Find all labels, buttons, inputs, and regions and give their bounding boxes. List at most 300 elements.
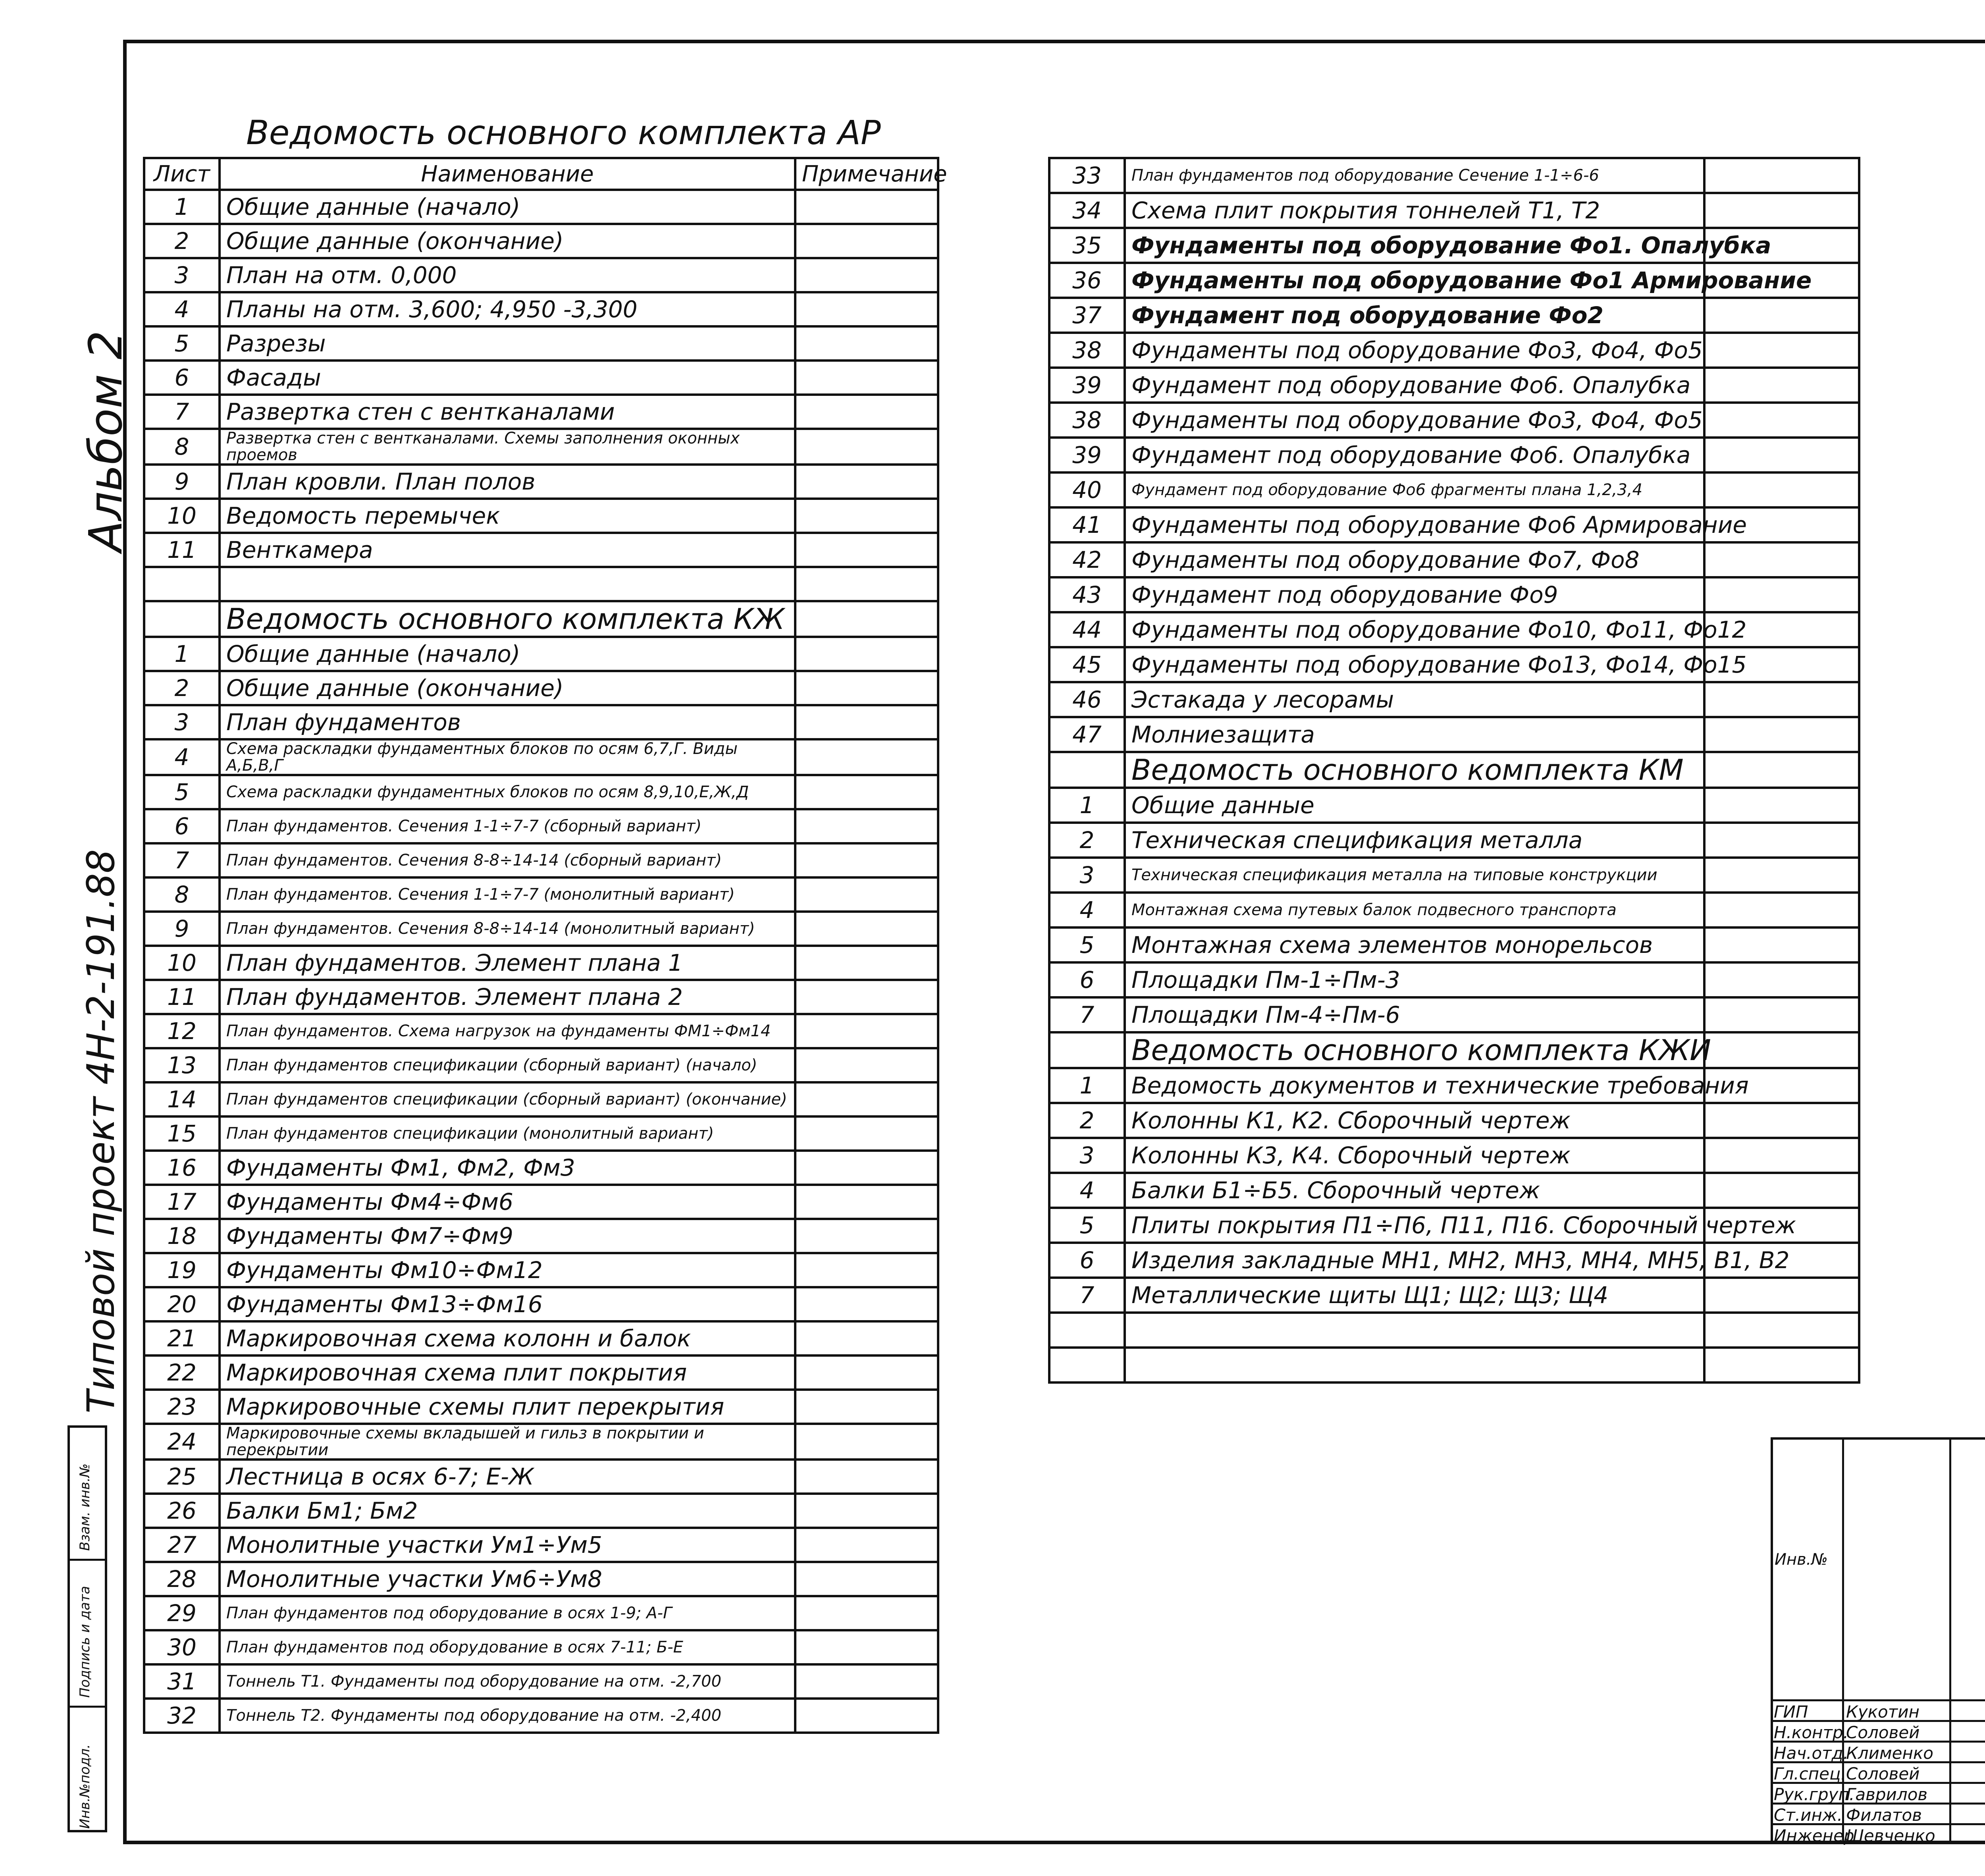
row-sheet-number: 12 bbox=[144, 1014, 220, 1048]
row-note bbox=[795, 809, 938, 843]
row-note bbox=[795, 499, 938, 533]
row-sheet-number: 44 bbox=[1049, 612, 1125, 647]
table-row bbox=[1049, 368, 1859, 403]
row-title: Маркировочная схема плит покрытия bbox=[220, 1355, 795, 1390]
table-row bbox=[144, 567, 938, 601]
table-row bbox=[1049, 788, 1859, 823]
table-row bbox=[1049, 403, 1859, 438]
title-block bbox=[1771, 1437, 1985, 1844]
row-sheet-number: 35 bbox=[1049, 228, 1125, 263]
table-row bbox=[144, 980, 938, 1014]
row-title: Маркировочная схема колонн и балок bbox=[220, 1321, 795, 1355]
table-row bbox=[1049, 193, 1859, 228]
table-row bbox=[144, 637, 938, 671]
col-header-name: Наименование bbox=[220, 158, 795, 190]
row-sheet-number: 41 bbox=[1049, 507, 1125, 542]
row-sheet-number: 2 bbox=[1049, 1103, 1125, 1138]
row-sheet-number: 7 bbox=[144, 843, 220, 877]
row-note bbox=[795, 292, 938, 326]
row-title: План фундаментов. Сечения 8-8÷14-14 (монолитный вариант) bbox=[220, 912, 795, 946]
row-title: Фундаменты под оборудование Фо3, Фо4, Фо5 bbox=[1125, 333, 1704, 368]
staff-row bbox=[1771, 1699, 1985, 1722]
row-note bbox=[795, 395, 938, 429]
row-note bbox=[795, 190, 938, 224]
row-title: Разрезы bbox=[220, 326, 795, 361]
table-row bbox=[1049, 962, 1859, 997]
row-note bbox=[795, 1494, 938, 1528]
strip-divider bbox=[70, 1706, 105, 1708]
row-title: Фундаменты Фм4÷Фм6 bbox=[220, 1185, 795, 1219]
staff-name: Соловей bbox=[1846, 1764, 1920, 1783]
row-sheet-number: 1 bbox=[144, 637, 220, 671]
row-title: Монолитные участки Ум6÷Ум8 bbox=[220, 1562, 795, 1596]
row-title: Монолитные участки Ум1÷Ум5 bbox=[220, 1528, 795, 1562]
row-title: План фундаментов bbox=[220, 705, 795, 739]
left-table-body bbox=[144, 190, 938, 1733]
row-note bbox=[1704, 717, 1859, 752]
row-title: Маркировочные схемы плит перекрытия bbox=[220, 1390, 795, 1424]
row-note bbox=[1704, 1348, 1859, 1382]
row-sheet-number: 20 bbox=[144, 1287, 220, 1321]
row-sheet-number: 39 bbox=[1049, 438, 1125, 472]
table-row bbox=[144, 1390, 938, 1424]
row-sheet-number: 42 bbox=[1049, 542, 1125, 577]
row-note bbox=[795, 1355, 938, 1390]
row-title: Общие данные (окончание) bbox=[220, 224, 795, 258]
row-note bbox=[795, 1287, 938, 1321]
row-sheet-number: 10 bbox=[144, 499, 220, 533]
row-title bbox=[220, 567, 795, 601]
table-row bbox=[1049, 612, 1859, 647]
row-title: Развертка стен с вентканалами bbox=[220, 395, 795, 429]
table-row bbox=[1049, 577, 1859, 612]
row-title: Фундамент под оборудование Фо6. Опалубка bbox=[1125, 438, 1704, 472]
row-sheet-number: 5 bbox=[1049, 1208, 1125, 1243]
row-sheet-number bbox=[1049, 1032, 1125, 1068]
row-note bbox=[795, 739, 938, 775]
staff-role: Гл.спец. bbox=[1774, 1764, 1846, 1783]
row-note bbox=[795, 877, 938, 912]
row-sheet-number: 30 bbox=[144, 1630, 220, 1664]
row-note bbox=[795, 326, 938, 361]
row-title: План фундаментов спецификации (монолитный вариант) bbox=[220, 1116, 795, 1151]
row-title: Фундамент под оборудование Фо9 bbox=[1125, 577, 1704, 612]
row-title: Тоннель Т2. Фундаменты под оборудование на отм. -2,400 bbox=[220, 1699, 795, 1733]
row-sheet-number: 6 bbox=[1049, 962, 1125, 997]
row-sheet-number: 37 bbox=[1049, 298, 1125, 333]
row-note bbox=[795, 361, 938, 395]
row-note bbox=[795, 1082, 938, 1116]
table-row bbox=[144, 224, 938, 258]
col-header-sheet: Лист bbox=[144, 158, 220, 190]
row-title: План фундаментов. Сечения 8-8÷14-14 (сборный вариант) bbox=[220, 843, 795, 877]
row-note bbox=[795, 637, 938, 671]
section-heading: Ведомость основного комплекта КЖИ bbox=[1125, 1032, 1704, 1068]
row-sheet-number: 4 bbox=[144, 292, 220, 326]
row-note bbox=[795, 843, 938, 877]
table-row bbox=[1049, 997, 1859, 1032]
table-row bbox=[144, 843, 938, 877]
row-title: Схема плит покрытия тоннелей Т1, Т2 bbox=[1125, 193, 1704, 228]
row-sheet-number: 4 bbox=[144, 739, 220, 775]
right-register-table bbox=[1048, 157, 1860, 1384]
row-note bbox=[795, 465, 938, 499]
row-note bbox=[795, 1664, 938, 1699]
table-row bbox=[144, 1562, 938, 1596]
row-note bbox=[1704, 682, 1859, 717]
row-title: План фундаментов. Сечения 1-1÷7-7 (монолитный вариант) bbox=[220, 877, 795, 912]
row-note bbox=[795, 429, 938, 465]
staff-name: Филатов bbox=[1846, 1805, 1922, 1825]
row-note bbox=[1704, 333, 1859, 368]
row-title: Венткамера bbox=[220, 533, 795, 567]
row-title: Фундаменты под оборудование Фо10, Фо11, Фо12 bbox=[1125, 612, 1704, 647]
strip-replace-inv: Взам. инв.№ bbox=[77, 1463, 93, 1551]
staff-row bbox=[1771, 1823, 1985, 1846]
row-title: План фундаментов под оборудование Сечение 1-1÷6-6 bbox=[1125, 158, 1704, 193]
row-sheet-number bbox=[1049, 1313, 1125, 1348]
row-title: Техническая спецификация металла bbox=[1125, 823, 1704, 858]
section-heading: Ведомость основного комплекта КЖ bbox=[220, 601, 795, 637]
table-row bbox=[144, 326, 938, 361]
table-row bbox=[1049, 1278, 1859, 1313]
row-note bbox=[795, 258, 938, 292]
table-row bbox=[144, 1151, 938, 1185]
row-sheet-number: 9 bbox=[144, 912, 220, 946]
table-row bbox=[1049, 752, 1859, 788]
left-table-title: Ведомость основного комплекта АР bbox=[246, 113, 881, 152]
row-title: План фундаментов. Схема нагрузок на фундаменты ФМ1÷Фм14 bbox=[220, 1014, 795, 1048]
row-title: Молниезащита bbox=[1125, 717, 1704, 752]
row-title: Маркировочные схемы вкладышей и гильз в покрытии и перекрытии bbox=[220, 1424, 795, 1460]
row-note bbox=[1704, 893, 1859, 927]
row-title: План фундаментов под оборудование в осях 7-11; Б-Е bbox=[220, 1630, 795, 1664]
row-sheet-number: 2 bbox=[144, 224, 220, 258]
table-row bbox=[144, 1185, 938, 1219]
row-note bbox=[795, 601, 938, 637]
table-row bbox=[144, 429, 938, 465]
row-note bbox=[1704, 997, 1859, 1032]
row-note bbox=[1704, 858, 1859, 893]
table-row bbox=[144, 912, 938, 946]
row-sheet-number: 6 bbox=[1049, 1243, 1125, 1278]
row-note bbox=[795, 1460, 938, 1494]
table-row bbox=[1049, 472, 1859, 507]
row-sheet-number bbox=[144, 567, 220, 601]
row-title: Монтажная схема путевых балок подвесного транспорта bbox=[1125, 893, 1704, 927]
left-register-table bbox=[143, 157, 947, 1734]
table-row bbox=[144, 601, 938, 637]
row-title: План фундаментов. Сечения 1-1÷7-7 (сборный вариант) bbox=[220, 809, 795, 843]
table-row bbox=[144, 1664, 938, 1699]
row-note bbox=[795, 1630, 938, 1664]
row-note bbox=[1704, 438, 1859, 472]
row-sheet-number: 14 bbox=[144, 1082, 220, 1116]
row-title: Общие данные bbox=[1125, 788, 1704, 823]
inv-no-label: Инв.№ bbox=[1775, 1550, 1828, 1569]
staff-row bbox=[1771, 1782, 1985, 1805]
table-row bbox=[144, 395, 938, 429]
row-sheet-number: 6 bbox=[144, 361, 220, 395]
row-note bbox=[795, 1185, 938, 1219]
row-note bbox=[1704, 823, 1859, 858]
row-title: Фундамент под оборудование Фо6 фрагменты плана 1,2,3,4 bbox=[1125, 472, 1704, 507]
row-title: План фундаментов. Элемент плана 2 bbox=[220, 980, 795, 1014]
row-note bbox=[1704, 542, 1859, 577]
row-sheet-number: 46 bbox=[1049, 682, 1125, 717]
row-sheet-number bbox=[144, 601, 220, 637]
table-row bbox=[1049, 507, 1859, 542]
row-note bbox=[1704, 1103, 1859, 1138]
row-sheet-number: 26 bbox=[144, 1494, 220, 1528]
row-sheet-number: 3 bbox=[1049, 1138, 1125, 1173]
staff-role: Ст.инж. bbox=[1774, 1805, 1843, 1825]
table-row bbox=[1049, 1103, 1859, 1138]
table-row bbox=[144, 1219, 938, 1253]
row-note bbox=[795, 1424, 938, 1460]
strip-signature: Подпись и дата bbox=[77, 1586, 93, 1698]
row-title: План фундаментов под оборудование в осях 1-9; А-Г bbox=[220, 1596, 795, 1630]
table-row bbox=[144, 258, 938, 292]
row-sheet-number: 8 bbox=[144, 877, 220, 912]
table-row bbox=[144, 1424, 938, 1460]
strip-divider bbox=[70, 1559, 105, 1561]
row-note bbox=[1704, 1138, 1859, 1173]
row-sheet-number: 7 bbox=[1049, 1278, 1125, 1313]
strip-inv-orig: Инв.№подл. bbox=[77, 1744, 93, 1829]
row-title: План фундаментов. Элемент плана 1 bbox=[220, 946, 795, 980]
row-note bbox=[1704, 472, 1859, 507]
table-row bbox=[144, 1287, 938, 1321]
album-label: Альбом 2 bbox=[79, 330, 133, 552]
staff-row bbox=[1771, 1761, 1985, 1784]
row-title: План фундаментов спецификации (сборный вариант) (начало) bbox=[220, 1048, 795, 1082]
row-sheet-number: 3 bbox=[1049, 858, 1125, 893]
staff-row bbox=[1771, 1803, 1985, 1825]
row-note bbox=[795, 1253, 938, 1287]
table-row bbox=[1049, 1173, 1859, 1208]
row-sheet-number: 1 bbox=[144, 190, 220, 224]
table-row bbox=[144, 739, 938, 775]
row-title: Фундаменты под оборудование Фо7, Фо8 bbox=[1125, 542, 1704, 577]
row-note bbox=[795, 1014, 938, 1048]
row-title: Фасады bbox=[220, 361, 795, 395]
staff-name: Кукотин bbox=[1846, 1702, 1919, 1722]
row-title: Фундамент под оборудование Фо6. Опалубка bbox=[1125, 368, 1704, 403]
row-sheet-number: 40 bbox=[1049, 472, 1125, 507]
staff-row bbox=[1771, 1720, 1985, 1743]
staff-name: Клименко bbox=[1846, 1743, 1934, 1763]
row-sheet-number: 6 bbox=[144, 809, 220, 843]
row-title: Ведомость перемычек bbox=[220, 499, 795, 533]
row-sheet-number: 3 bbox=[144, 258, 220, 292]
row-note bbox=[795, 980, 938, 1014]
table-row bbox=[144, 1116, 938, 1151]
row-title: Колонны К1, К2. Сборочный чертеж bbox=[1125, 1103, 1704, 1138]
row-note bbox=[1704, 158, 1859, 193]
row-title: План на отм. 0,000 bbox=[220, 258, 795, 292]
row-sheet-number: 16 bbox=[144, 1151, 220, 1185]
staff-name: Соловей bbox=[1846, 1723, 1920, 1742]
row-sheet-number: 8 bbox=[144, 429, 220, 465]
row-sheet-number: 18 bbox=[144, 1219, 220, 1253]
table-row bbox=[144, 1596, 938, 1630]
project-label: Типовой проект 4Н-2-191.88 bbox=[79, 849, 123, 1413]
row-title: Фундаменты под оборудование Фо3, Фо4, Фо5 bbox=[1125, 403, 1704, 438]
row-note bbox=[795, 946, 938, 980]
row-note bbox=[795, 705, 938, 739]
row-sheet-number: 39 bbox=[1049, 368, 1125, 403]
row-sheet-number: 36 bbox=[1049, 263, 1125, 298]
row-note bbox=[1704, 577, 1859, 612]
row-note bbox=[795, 1048, 938, 1082]
row-note bbox=[1704, 962, 1859, 997]
table-row bbox=[144, 705, 938, 739]
row-sheet-number: 9 bbox=[144, 465, 220, 499]
row-title: Схема раскладки фундаментных блоков по осям 6,7,Г. Виды А,Б,В,Г bbox=[220, 739, 795, 775]
table-row bbox=[144, 1355, 938, 1390]
row-sheet-number: 22 bbox=[144, 1355, 220, 1390]
row-title bbox=[1125, 1313, 1704, 1348]
row-title: Металлические щиты Щ1; Щ2; Щ3; Щ4 bbox=[1125, 1278, 1704, 1313]
row-title: Балки Б1÷Б5. Сборочный чертеж bbox=[1125, 1173, 1704, 1208]
row-sheet-number: 11 bbox=[144, 980, 220, 1014]
row-title: Фундаменты под оборудование Фо1. Опалубка bbox=[1125, 228, 1704, 263]
table-row bbox=[144, 1082, 938, 1116]
row-sheet-number: 28 bbox=[144, 1562, 220, 1596]
table-row bbox=[1049, 438, 1859, 472]
table-row bbox=[144, 1253, 938, 1287]
col-header-note: Примечание bbox=[795, 158, 938, 190]
table-row bbox=[144, 533, 938, 567]
row-sheet-number: 25 bbox=[144, 1460, 220, 1494]
row-title: Фундаменты Фм13÷Фм16 bbox=[220, 1287, 795, 1321]
row-sheet-number: 2 bbox=[144, 671, 220, 705]
row-title: Фундамент под оборудование Фо2 bbox=[1125, 298, 1704, 333]
row-note bbox=[1704, 1278, 1859, 1313]
row-sheet-number: 15 bbox=[144, 1116, 220, 1151]
row-sheet-number: 38 bbox=[1049, 333, 1125, 368]
row-title: Тоннель Т1. Фундаменты под оборудование на отм. -2,700 bbox=[220, 1664, 795, 1699]
row-sheet-number: 2 bbox=[1049, 823, 1125, 858]
table-row bbox=[144, 1460, 938, 1494]
row-sheet-number: 1 bbox=[1049, 788, 1125, 823]
table-row bbox=[144, 465, 938, 499]
table-row bbox=[144, 809, 938, 843]
row-note bbox=[1704, 788, 1859, 823]
row-sheet-number: 27 bbox=[144, 1528, 220, 1562]
table-row bbox=[144, 671, 938, 705]
staff-role: Нач.отд. bbox=[1774, 1743, 1849, 1763]
staff-rows bbox=[1771, 1699, 1985, 1844]
table-row bbox=[1049, 647, 1859, 682]
row-title: Лестница в осях 6-7; Е-Ж bbox=[220, 1460, 795, 1494]
table-row bbox=[1049, 1243, 1859, 1278]
row-title: Плиты покрытия П1÷П6, П11, П16. Сборочный чертеж bbox=[1125, 1208, 1704, 1243]
row-title: Фундаменты под оборудование Фо13, Фо14, Фо15 bbox=[1125, 647, 1704, 682]
staff-name: Шевченко bbox=[1846, 1826, 1935, 1845]
table-row bbox=[1049, 858, 1859, 893]
row-note bbox=[795, 1151, 938, 1185]
row-sheet-number: 11 bbox=[144, 533, 220, 567]
table-row bbox=[1049, 1068, 1859, 1103]
row-title: Фундаменты под оборудование Фо1 Армирование bbox=[1125, 263, 1704, 298]
row-note bbox=[795, 1562, 938, 1596]
table-row bbox=[1049, 228, 1859, 263]
table-row bbox=[144, 1494, 938, 1528]
row-title: Фундаменты Фм10÷Фм12 bbox=[220, 1253, 795, 1287]
row-note bbox=[795, 1116, 938, 1151]
row-title: План фундаментов спецификации (сборный вариант) (окончание) bbox=[220, 1082, 795, 1116]
row-sheet-number: 4 bbox=[1049, 893, 1125, 927]
row-title: Монтажная схема элементов монорельсов bbox=[1125, 927, 1704, 962]
right-table-body bbox=[1049, 158, 1859, 1382]
row-sheet-number: 4 bbox=[1049, 1173, 1125, 1208]
table-row bbox=[1049, 927, 1859, 962]
row-sheet-number: 31 bbox=[144, 1664, 220, 1699]
row-sheet-number: 5 bbox=[144, 775, 220, 809]
table-row bbox=[144, 877, 938, 912]
row-note bbox=[1704, 403, 1859, 438]
row-sheet-number: 21 bbox=[144, 1321, 220, 1355]
row-note bbox=[1704, 368, 1859, 403]
table-row bbox=[1049, 717, 1859, 752]
staff-row bbox=[1771, 1741, 1985, 1763]
row-title: Схема раскладки фундаментных блоков по осям 8,9,10,Е,Ж,Д bbox=[220, 775, 795, 809]
row-title bbox=[1125, 1348, 1704, 1382]
table-row bbox=[1049, 893, 1859, 927]
row-sheet-number bbox=[1049, 1348, 1125, 1382]
row-sheet-number bbox=[1049, 752, 1125, 788]
row-title: Планы на отм. 3,600; 4,950 -3,300 bbox=[220, 292, 795, 326]
row-title: Ведомость документов и технические требования bbox=[1125, 1068, 1704, 1103]
table-row bbox=[144, 361, 938, 395]
row-sheet-number: 10 bbox=[144, 946, 220, 980]
row-sheet-number: 5 bbox=[1049, 927, 1125, 962]
row-sheet-number: 7 bbox=[1049, 997, 1125, 1032]
row-note bbox=[1704, 1173, 1859, 1208]
staff-name: Гаврилов bbox=[1846, 1785, 1928, 1804]
row-sheet-number: 13 bbox=[144, 1048, 220, 1082]
row-note bbox=[795, 1528, 938, 1562]
row-title: Фундаменты Фм1, Фм2, Фм3 bbox=[220, 1151, 795, 1185]
table-row bbox=[144, 499, 938, 533]
row-title: Изделия закладные МН1, МН2, МН3, МН4, МН5, В1, В2 bbox=[1125, 1243, 1704, 1278]
row-sheet-number: 24 bbox=[144, 1424, 220, 1460]
side-stamp-strip bbox=[67, 1425, 107, 1832]
staff-role: Инженер bbox=[1774, 1826, 1854, 1845]
row-note bbox=[795, 671, 938, 705]
table-row bbox=[144, 1528, 938, 1562]
row-note bbox=[1704, 193, 1859, 228]
table-row bbox=[144, 1014, 938, 1048]
table-row bbox=[1049, 1313, 1859, 1348]
table-row bbox=[1049, 542, 1859, 577]
table-row bbox=[144, 1699, 938, 1733]
table-row bbox=[144, 292, 938, 326]
row-sheet-number: 5 bbox=[144, 326, 220, 361]
row-note bbox=[795, 1699, 938, 1733]
table-row bbox=[1049, 1208, 1859, 1243]
row-sheet-number: 19 bbox=[144, 1253, 220, 1287]
table-row bbox=[144, 190, 938, 224]
row-sheet-number: 33 bbox=[1049, 158, 1125, 193]
row-note bbox=[795, 533, 938, 567]
row-sheet-number: 34 bbox=[1049, 193, 1125, 228]
staff-role: Рук.груп. bbox=[1774, 1785, 1855, 1804]
row-note bbox=[795, 1321, 938, 1355]
row-title: Развертка стен с вентканалами. Схемы заполнения оконных проемов bbox=[220, 429, 795, 465]
